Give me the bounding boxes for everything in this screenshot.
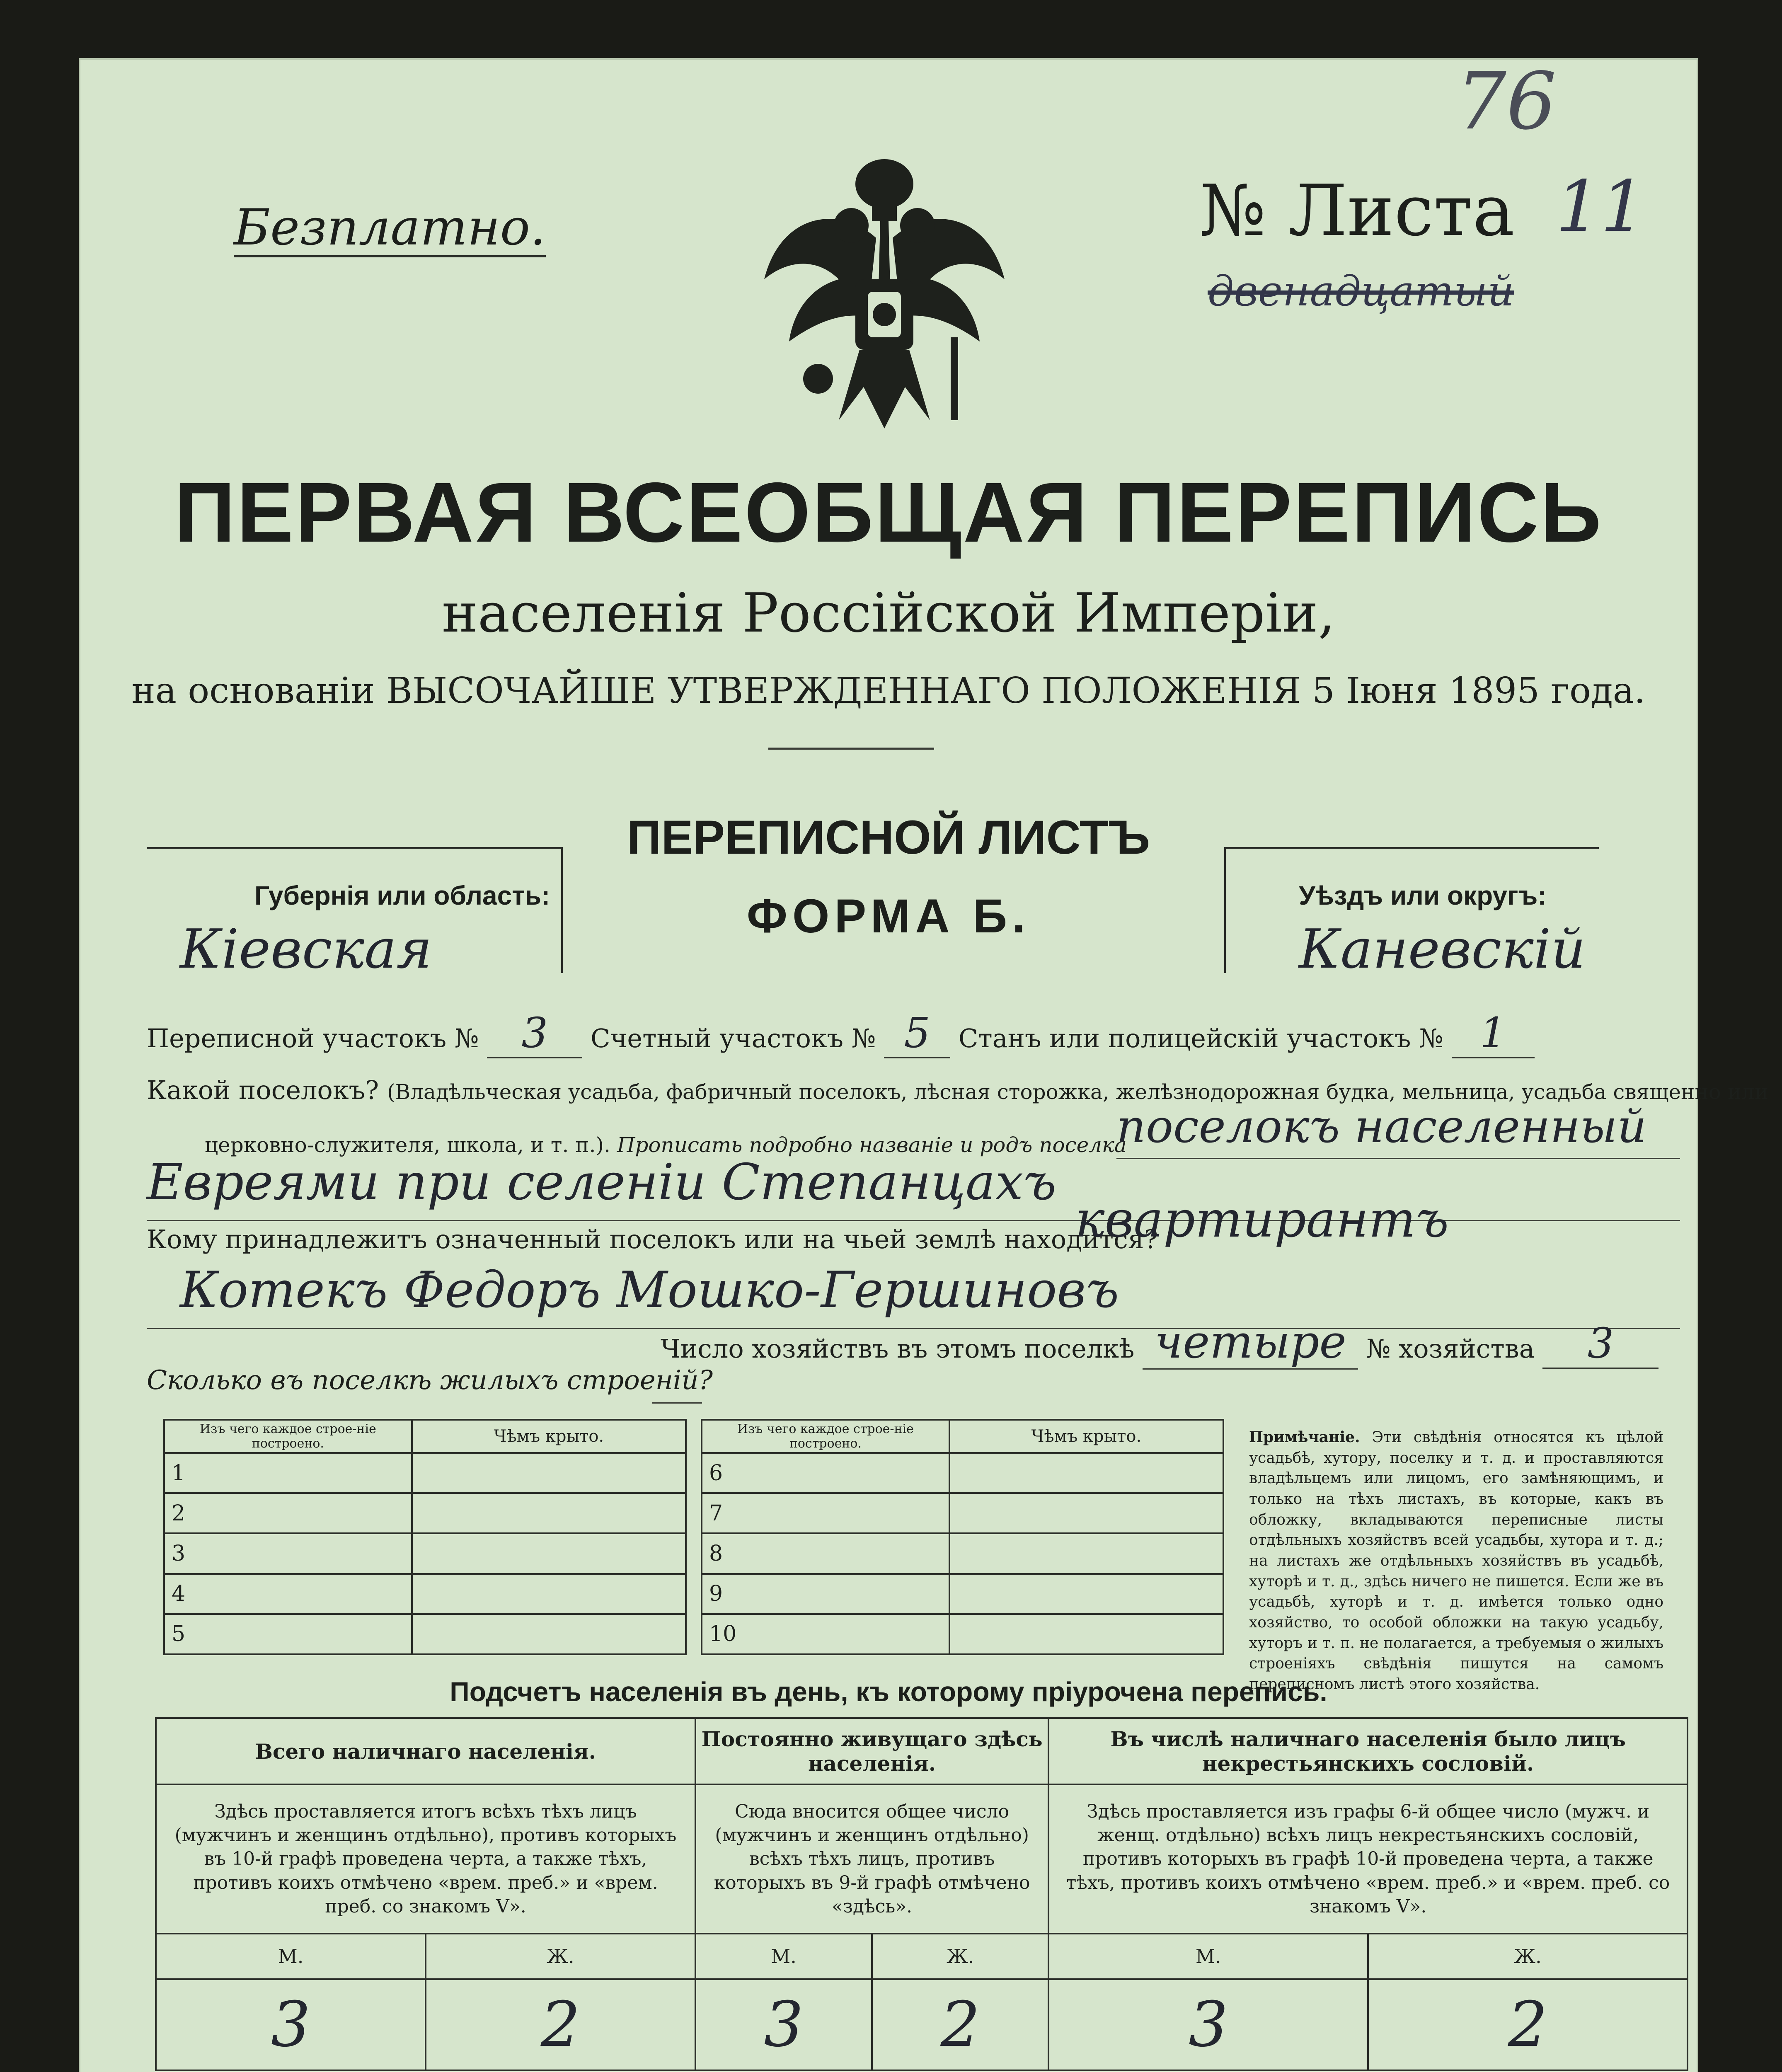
- pop-col1-m-label: М.: [156, 1934, 426, 1979]
- pop-total-women: 2: [426, 1979, 695, 2070]
- settlement-hint-1: (Владѣльческая усадьба, фабричный поселокъ, лѣсная сторожка, желѣзнодорожная будка, мельница, усадьба священно или: [387, 1080, 1769, 1104]
- list-number-value: 11: [1556, 166, 1646, 248]
- households-row: [661, 1315, 1659, 1370]
- pop-col1-f-label: Ж.: [426, 1934, 695, 1979]
- title-divider: [768, 748, 934, 750]
- list-number-crossed-word: двенадцатый: [1208, 267, 1514, 315]
- archive-sheet-number: 76: [1456, 56, 1557, 147]
- page-basis: на основаніи ВЫСОЧАЙШЕ УТВЕРЖДЕННАГО ПОЛОЖЕНІЯ 5 Іюня 1895 года.: [131, 670, 1646, 712]
- settlement-value-2: Евреями при селеніи Степанцахъ: [147, 1154, 1057, 1211]
- pop-col3-f-label: Ж.: [1368, 1934, 1688, 1979]
- buildings-col-roof-right: Чѣмъ крыто.: [949, 1420, 1223, 1453]
- pop-col1-text: Здѣсь проставляется итогъ всѣхъ тѣхъ лицъ (мужчинъ и женщинъ отдѣльно), противъ которыхъ въ 10-й графѣ проведена черта, а также тѣхъ, противъ коихъ отмѣчено «врем. преб.» и «врем. преб. со знакомъ V».: [156, 1784, 695, 1934]
- household-number-value: 3: [1542, 1319, 1659, 1369]
- buildings-col-roof-left: Чѣмъ крыто.: [412, 1420, 686, 1453]
- population-table: [155, 1717, 1688, 2071]
- census-section-value: 3: [487, 1009, 582, 1058]
- buildings-table: [163, 1419, 1224, 1655]
- pop-col3-text: Здѣсь проставляется изъ графы 6-й общее число (мужч. и женщ. отдѣльно) всѣхъ лицъ некрестьянскихъ сословій, противъ которыхъ въ графѣ 10-й проведена черта, а также тѣхъ, противъ коихъ отмѣчено «врем. преб.» и «врем. преб. со знакомъ V».: [1048, 1784, 1688, 1934]
- census-section-label: Переписной участокъ №: [147, 1023, 479, 1053]
- page-title: ПЕРВАЯ ВСЕОБЩАЯ ПЕРЕПИСЬ: [174, 465, 1603, 560]
- province-label: Губернія или область:: [254, 881, 550, 910]
- settlement-hint-2: церковно-служителя, школа, и т. п.).: [205, 1133, 610, 1157]
- note-block: [1249, 1427, 1663, 1695]
- form-label: ФОРМА Б.: [746, 890, 1031, 943]
- table-row: 9: [702, 1574, 949, 1614]
- population-heading: Подсчетъ населенія въ день, къ которому пріурочена перепись.: [450, 1676, 1327, 1707]
- buildings-col-material-left: Изъ чего каждое строе-ніе построено.: [164, 1420, 412, 1453]
- households-label: Число хозяйствъ въ этомъ поселкѣ: [661, 1334, 1135, 1364]
- free-label: Безплатно.: [234, 199, 546, 257]
- pop-total-men: 3: [156, 1979, 426, 2070]
- settlement-label: Какой поселокъ?: [147, 1075, 379, 1105]
- double-headed-eagle-emblem: [756, 155, 1013, 437]
- table-row: 10: [702, 1614, 949, 1654]
- household-number-label: № хозяйства: [1366, 1334, 1535, 1364]
- table-row: 5: [164, 1614, 412, 1654]
- households-value: четыре: [1143, 1315, 1358, 1370]
- counting-section-value: 5: [884, 1009, 950, 1058]
- pop-col3-m-label: М.: [1048, 1934, 1368, 1979]
- owner-label: Кому принадлежитъ означенный поселокъ или на чьей землѣ находится?: [147, 1224, 1158, 1254]
- buildings-label: Сколько въ поселкѣ жилыхъ строеній?: [147, 1365, 713, 1396]
- pop-nonpeasant-men: 3: [1048, 1979, 1368, 2070]
- table-row: 7: [702, 1493, 949, 1533]
- list-number-label: № Листа: [1199, 170, 1515, 252]
- note-title: Примѣчаніе.: [1249, 1428, 1360, 1446]
- pop-col1-title: Всего наличнаго населенія.: [156, 1718, 695, 1784]
- table-row: 4: [164, 1574, 412, 1614]
- owner-value-1: квартирантъ: [1075, 1191, 1449, 1249]
- table-row: 3: [164, 1533, 412, 1573]
- page-subtitle: населенія Россійской Имперіи,: [442, 581, 1335, 644]
- sheet-title: ПЕРЕПИСНОЙ ЛИСТЪ: [627, 811, 1150, 864]
- note-text: Эти свѣдѣнія относятся къ цѣлой усадьбѣ, хутору, поселку и т. д. и проставляются владѣльцемъ или лицомъ, его замѣняющимъ, и только на тѣхъ листахъ, въ которые, какъ въ обложку, вкладываются переписные листы отдѣльныхъ хозяйствъ всей усадьбы, хутора и т. д.; на листахъ же отдѣльныхъ хозяйствъ въ усадьбѣ, хуторѣ и т. д., здѣсь ничего не пишется. Если же въ усадьбѣ, хуторѣ и т. д. имѣется только одно хозяйство, то особой обложки на такую усадьбу, хуторъ и т. п. не полагается, а требуемыя о жилыхъ строеніяхъ свѣдѣнія пишутся на самомъ переписномъ листѣ этого хозяйства.: [1249, 1429, 1663, 1693]
- owner-value-2: Котекъ Федоръ Мошко-Гершиновъ: [180, 1261, 1119, 1319]
- district-value: Каневскій: [1299, 917, 1586, 980]
- pop-col2-title: Постоянно живущаго здѣсь населенія.: [695, 1718, 1048, 1784]
- pop-col3-title: Въ числѣ наличнаго населенія было лицъ некрестьянскихъ сословій.: [1048, 1718, 1688, 1784]
- pop-resident-women: 2: [872, 1979, 1048, 2070]
- stan-label: Станъ или полицейскій участокъ №: [958, 1023, 1443, 1053]
- counting-section-label: Счетный участокъ №: [591, 1023, 876, 1053]
- table-row: 1: [164, 1453, 412, 1493]
- census-sheet: [79, 56, 1769, 2072]
- table-row: 8: [702, 1533, 949, 1573]
- table-row: 6: [702, 1453, 949, 1493]
- settlement-value-1: поселокъ населенный: [1116, 1100, 1647, 1153]
- pop-nonpeasant-women: 2: [1368, 1979, 1688, 2070]
- pop-col2-text: Сюда вносится общее число (мужчинъ и женщинъ отдѣльно) всѣхъ тѣхъ лицъ, противъ которыхъ въ 9-й графѣ отмѣчено «здѣсь».: [695, 1784, 1048, 1934]
- pop-col2-m-label: М.: [695, 1934, 872, 1979]
- census-section-row: [147, 1009, 1535, 1058]
- settlement-instruction: Прописать подробно названіе и родъ поселка: [617, 1133, 1127, 1157]
- pop-resident-men: 3: [695, 1979, 872, 2070]
- district-label: Уѣздъ или округъ:: [1299, 881, 1547, 910]
- stan-value: 1: [1452, 1009, 1535, 1058]
- buildings-col-material-right: Изъ чего каждое строе-ніе построено.: [702, 1420, 949, 1453]
- table-row: 2: [164, 1493, 412, 1533]
- pop-col2-f-label: Ж.: [872, 1934, 1048, 1979]
- province-value: Кіевская: [180, 917, 432, 980]
